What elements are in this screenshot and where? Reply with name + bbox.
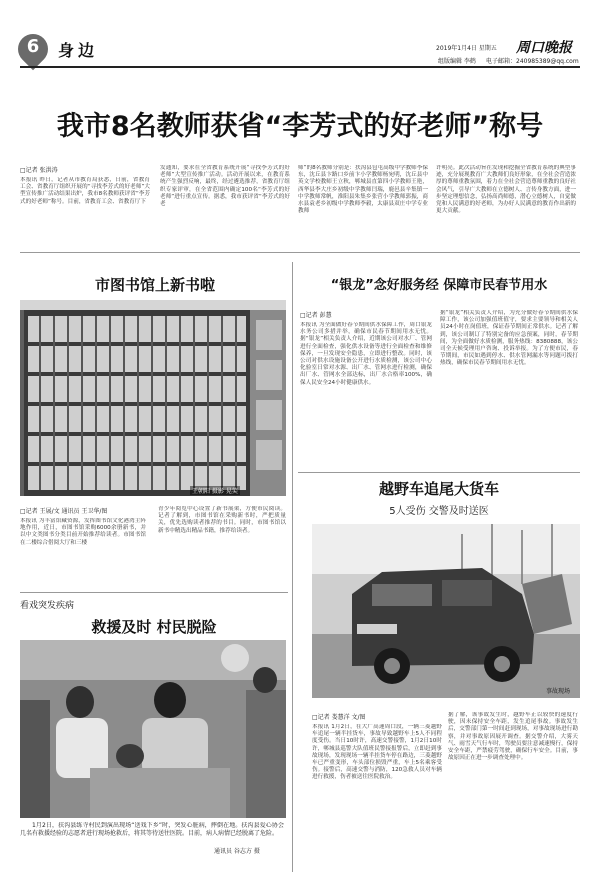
main-headline: 我市8名教师获省“李芳式的好老师”称号 <box>56 111 544 142</box>
story3-credit: 通讯员 谷志方 摄 <box>210 848 260 856</box>
bookshelf-photo <box>20 300 286 496</box>
contact-email: 电子邮箱：240985389@qq.com <box>486 58 579 65</box>
story5-subhead: 5人受伤 交警及时送医 <box>389 506 489 517</box>
issue-date: 2019年1月4日 星期五 <box>436 45 497 52</box>
story3-kicker: 看戏突发疾病 <box>20 601 75 611</box>
story4-byline: □记者 彭慧 <box>300 312 332 319</box>
story5-col2: 据了解，该事故发生时，越野车正以较快的速度行驶，因未保持安全车距，发生追尾事故。事故发生后，交警部门第一时间赶到现场，对事故现场进行勘察，并对事故原因展开调查。据交警介绍，大雾天气、雨雪天气行车时，驾驶员要注意减速慢行，保持安全车距，严禁疲劳驾驶，确保行车安全。目前，事故原因正在进一步调查处理中。 <box>448 712 578 762</box>
story2-divider <box>20 592 288 593</box>
story4-col2: 据“银龙”相关负责人介绍，为充分做好春节期间供水保障工作，该公司加强值班值守，要求主要领导和相关人员24小时在岗值班，保证春节期间正常供水。记者了解到，该公司制订了特别完备的应急预案，同时，春节期间，为全面做好水质检测，服务热线：8380888，该公司全天候受理用户咨询、投诉举报。为了方便市民，春节期间，市民如遇到停水、供水管网漏水等问题可拨打热线，确保市民春节期间用水无忧。 <box>440 310 578 367</box>
story2-body-right: 青少年阅览中心设置了新书展架，方便市民阅读。记者了解到，市图书馆在采购新书时，严把质量关，优先选购读者推荐的书目。同时，市图书馆以新书中精选出精品书籍，推荐给读者。 <box>158 506 286 534</box>
story5-headline: 越野车追尾大货车 <box>378 480 499 498</box>
story5-photo-credit: 事故现场 <box>546 688 571 695</box>
story5-col1: 本报讯 1月2日，在大广高速周口段，一辆三菱越野车追尾一辆半挂货车，事故导致越野车上5人不同程度受伤。当日10时许，高速交警接警，1月2日10时许，郸城县巡警大队值班民警接报警后，立即赶到事故现场，发现现场一辆半挂货车停在路边，三菱越野车已严重变形，车头部位损毁严重，车上5名乘客受伤。接警后，高速交警与消防，120急救人员对车辆进行救援，伤者被送往医院救治。 <box>312 724 442 781</box>
rescue-image <box>20 640 286 818</box>
section-title: 身边 <box>58 41 99 60</box>
story1-divider <box>20 252 580 253</box>
story2-byline: □记者 王展/文 通讯员 王卫华/图 <box>20 508 108 515</box>
editor-credit: 组版编辑 李鹤 <box>438 58 476 65</box>
page-number: 6 <box>26 36 40 57</box>
story1-col1: 本报讯 昨日，记者从市教育局获悉，日前，省教育工会、省教育厅组织开展的“寻找李芳式的好老师”大型宣传推广活动结果出炉，我市8名教师获评省“李芳式的好老师”称号。目前，省教育工会、省教育厅下 <box>20 177 150 205</box>
bookshelf-image <box>20 300 286 496</box>
story1-col2: 发通知，要求在全省教育系统开展“寻找李芳式的好老师”大型宣传推广活动。活动开展以来，在教育系统产生强烈反响，最终，经过遴选推荐，省教育厅组织专家评审，在全省范围内确定100名“李芳式的好老师”进行重点宣传。据悉，我市获评省“李芳式的好老 <box>160 165 290 208</box>
story5-byline: □记者 娄慧洋 文/图 <box>312 714 366 721</box>
story3-headline: 救援及时 村民脱险 <box>91 618 217 636</box>
story3-caption: 1月2日，扶沟县练寺村民到演出现场“送戏下乡”时，突发心脏病，摔倒在地。扶沟县爱心协会几名有救援经验的志愿者进行现场抢救后，将其等待送往医院。目前，病人病情已经脱离了危险。 <box>20 822 284 837</box>
rescue-photo <box>20 640 286 818</box>
crash-image <box>312 524 580 698</box>
story1-col3: 师”的8名教师分别是：扶沟县包屯高级中学教师李保东，沈丘县卞路口乡前卞小学教师杨宛明，沈丘县中英文学校教师王立秋，郸城县直第四小学教师王艳，西华县李大庄乡初级中学教师闫瑞，鹿邑县辛集镇一中学教师常帆，淮阳县朱集乡张营小学教师郭振，商水县袁老乡初级中学教师李毅，太康县双庄中学专业教师 <box>298 165 428 215</box>
story4-col1: 本报讯 为全面做好春节期间供水保障工作，周口银龙水务公司多措并举，确保市民春节期间用水无忧。据“银龙”相关负责人介绍，近期该公司对水厂、管网进行全面检查，强化供水设备等进行全面检查和维修保养，一旦发现安全隐患，立即进行整改。同时，该公司对供水设施设备公开进行水质检测，该公司中心化验室日常对水源、出厂水、管网水进行检测，确保出厂水、管网水全部达标，出厂水合格率100%，确保人民安全24小时健康供水。 <box>300 322 432 386</box>
story2-photo-credit: 王朝阳 摄影 晃笑 <box>192 488 238 495</box>
story1-byline: □记者 张洪涛 <box>20 167 58 174</box>
story2-headline: 市图书馆上新书啦 <box>94 276 215 294</box>
paper-logo: 周口晚报 <box>516 40 572 56</box>
column-divider <box>292 262 293 872</box>
story1-col4: 许明亮。此次活动旨在发现和挖掘全省教育系统的典型事迹，充分展现教育广大教师们良好形象，在全社会营造浓厚的尊师重教氛围，着力在全社会营造尊师重教的良好社会风气，引导广大教师在立德树人、言传身教方面，进一步坚定理想信念，弘扬高尚师德，潜心立德树人，自觉做党和人民满意的好老师，为办好人民满意的教育作出新的更大贡献。 <box>436 165 576 215</box>
story4-headline: “银龙”念好服务经 保障市民春节用水 <box>330 278 548 293</box>
story2-body-left: 本报讯 为丰富馆藏资源，发挥图书馆文化港湾主阵地作用，近日，市图书馆采购6000余册新书，并以中文类图书分类目前开始推荐给读者。市图书馆在二楼综合借阅大厅和三楼 <box>20 518 146 546</box>
masthead-rule <box>20 66 580 68</box>
crash-photo <box>312 524 580 698</box>
story4-divider <box>298 472 580 473</box>
